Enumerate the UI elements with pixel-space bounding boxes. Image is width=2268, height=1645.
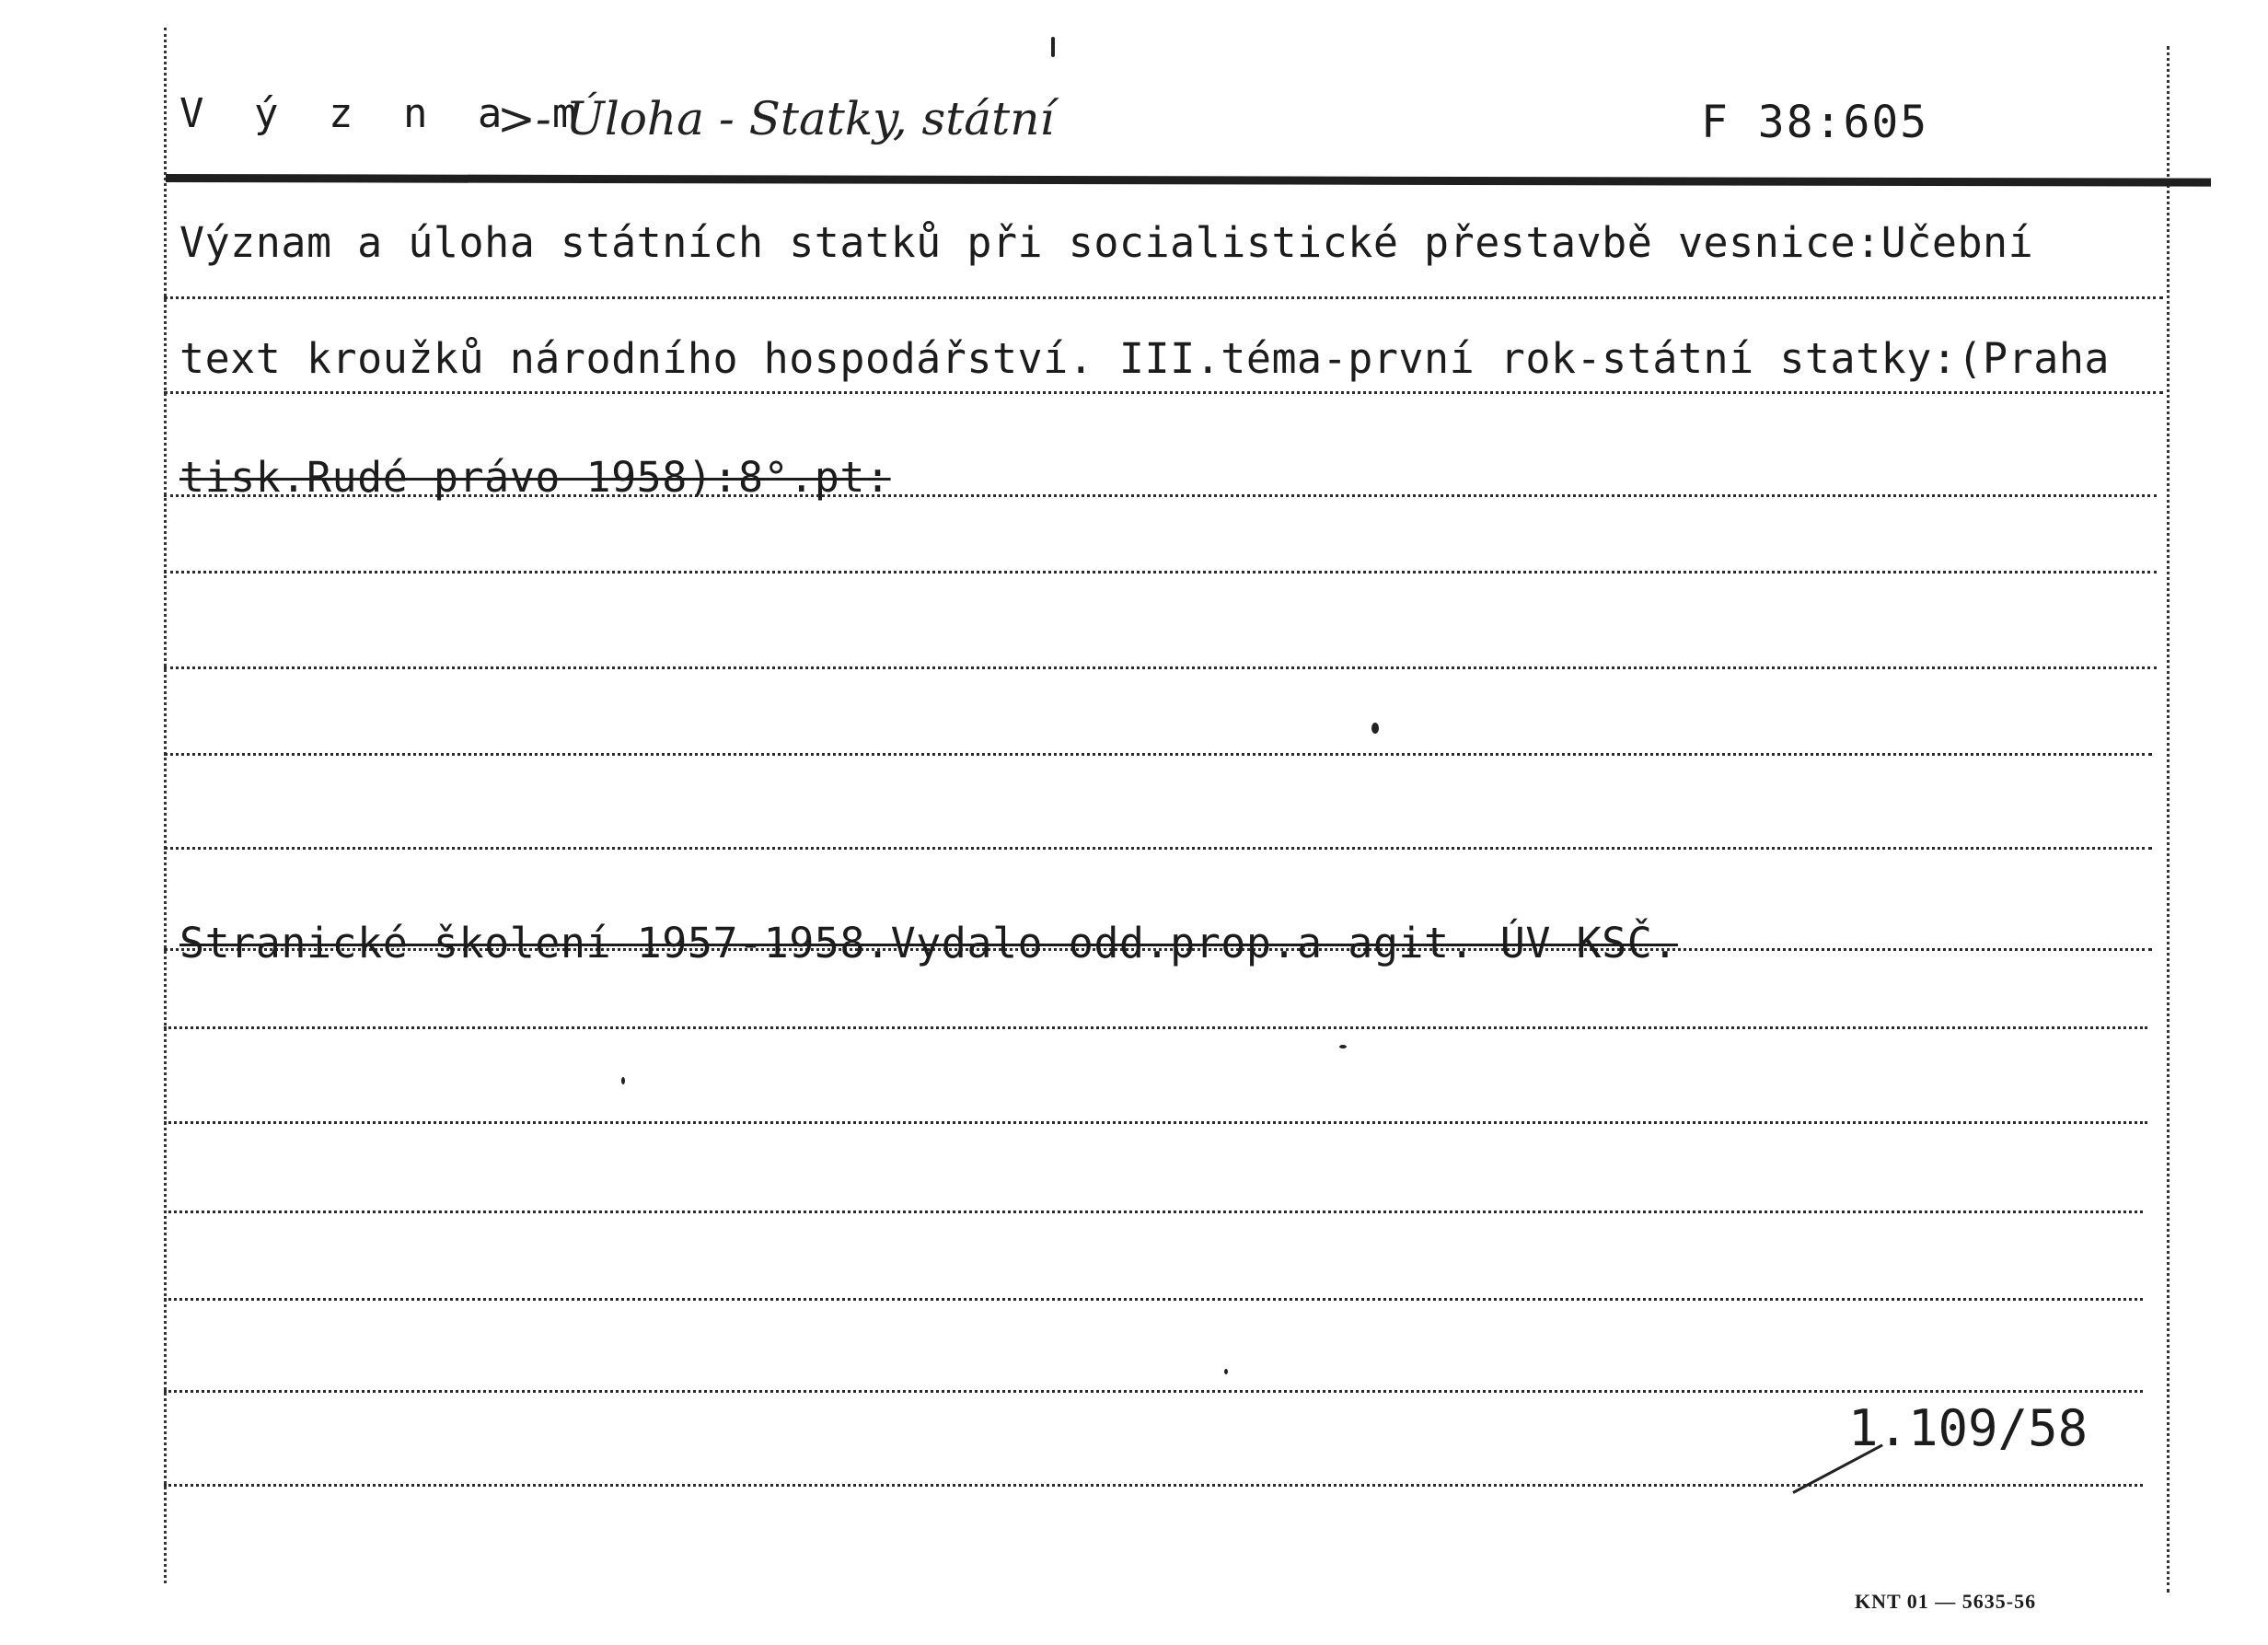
handwritten-subject: >- Úloha - Statky, státní [497,92,1055,145]
subject-heading: V ý z n a m [179,90,590,137]
ruled-line [164,391,2163,394]
ink-speck [1371,723,1379,734]
ruled-line [164,1211,2143,1213]
bibliographic-line-1: Význam a úloha státních statků při socialistické přestavbě vesnice:Učební [179,218,2034,267]
ruled-line [164,1390,2143,1393]
ruled-line [164,1298,2143,1301]
ink-speck [1051,37,1055,57]
ink-speck [1224,1369,1228,1374]
call-number: F 38:605 [1701,97,1929,148]
form-code: KNT 01 — 5635-56 [1855,1590,2037,1613]
bibliographic-line-2: text kroužků národního hospodářství. III.téma-první rok-státní statky:(Praha [179,334,2111,383]
ruled-line [164,571,2157,573]
ruled-line [164,1484,2143,1487]
ruled-line [164,847,2152,850]
ruled-line [164,1026,2147,1029]
series-note: Stranické školení 1957-1958.Vydalo odd.prop.a agit. ÚV KSČ. [179,919,1678,967]
ruled-line [164,1121,2147,1124]
heading-rule [166,174,2211,187]
ruled-line [164,753,2152,756]
ink-speck [1339,1045,1347,1048]
bibliographic-line-3: tisk.Rudé právo 1958):8°.pt: [179,453,891,502]
left-margin-line [164,28,167,1583]
ruled-line [164,666,2157,669]
ink-speck [621,1077,625,1084]
accession-number: 1.109/58 [1848,1399,2089,1457]
right-margin-line [2167,46,2170,1593]
ruled-line [164,296,2163,299]
